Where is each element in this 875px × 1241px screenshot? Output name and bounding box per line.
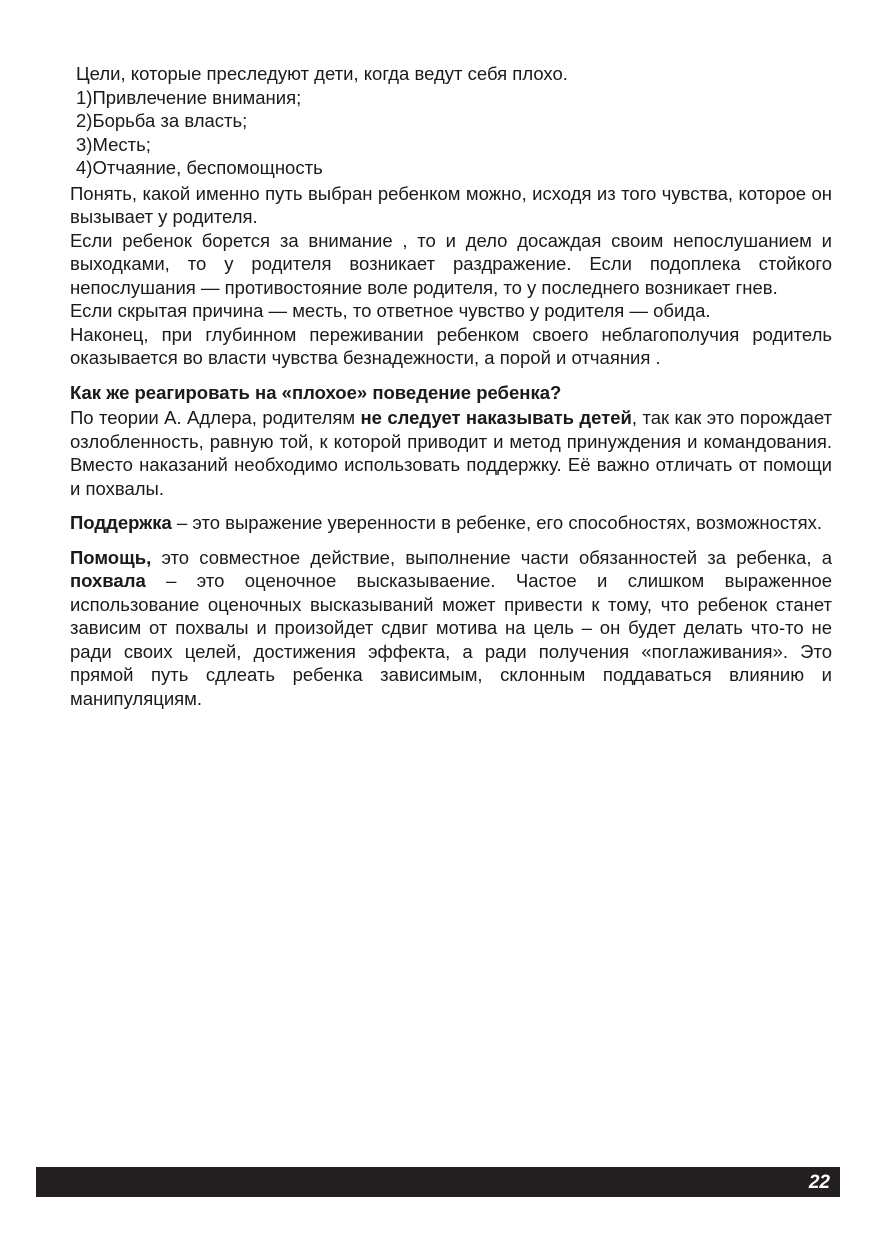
footer-bar — [36, 1167, 840, 1197]
goal-item-revenge: 3)Месть; — [76, 133, 151, 155]
paragraph-revenge: Если скрытая причина — месть, то ответное чувство у родителя — обида. — [70, 300, 711, 321]
section-heading: Как же реагировать на «плохое» поведение ребенка? — [70, 381, 562, 403]
paragraph-adler — [70, 406, 832, 500]
adler-text-start: По теории А. Адлера, родителям — [70, 407, 361, 428]
page-number: 22 — [808, 1172, 830, 1193]
paragraph-feeling: Понять, какой именно путь выбран ребенком можно, исходя из того чувства, которое он вызывает у родителя. — [70, 182, 832, 227]
support-definition: – это выражение уверенности в ребенке, его способностях, возможностях. — [171, 512, 822, 533]
adler-emphasis: не следует наказывать детей — [360, 407, 632, 428]
support-term: Поддержка — [70, 512, 172, 533]
paragraph-help — [70, 546, 832, 711]
adler-text-end: , так как это порождает озлобленность, равную той, к которой приводит и метод принуждения и командования. Вместо наказаний необходимо использовать поддержку. Её важно отличать от помощи и похвалы. — [70, 407, 832, 499]
paragraph-despair: Наконец, при глубинном переживании ребенком своего неблагополучия родитель оказывается во власти чувства безнадежности, а порой и отчаяния . — [70, 323, 832, 368]
praise-term: похвала — [70, 570, 146, 591]
paragraph-attention: Если ребенок борется за внимание , то и дело досаждая своим непослушанием и выходками, то у родителя возникает раздражение. Если подоплека стойкого непослушания — противостояние воле родителя, то у последнего возникает гнев. — [70, 229, 832, 298]
goal-item-despair: 4)Отчаяние, беспомощность — [76, 157, 323, 178]
goals-intro: Цели, которые преследуют дети, когда ведут себя плохо. — [76, 63, 568, 84]
help-term: Помощь, — [70, 546, 152, 568]
help-definition: это совместное действие, выполнение части обязанностей за ребенка, а — [151, 546, 832, 568]
praise-definition: – это оценочное высказываение. Частое и слишком выраженное использование оценочных высказываний может привести к тому, что ребенок станет зависим от похвалы и произойдет сдвиг мотива на цель – он будет делать что-то не ради своих целей, достижения эффекта, а ради получения «поглаживания». Это прямой путь сдлеать ребенка зависимым, склонным поддаваться влиянию и манипуляциям. — [70, 570, 832, 709]
goal-item-attention: 1)Привлечение внимания; — [76, 86, 302, 108]
goals-list — [76, 86, 832, 180]
goal-item-power: 2)Борьба за власть; — [76, 110, 248, 131]
page-content — [70, 62, 832, 710]
paragraph-support — [70, 511, 832, 535]
goals-block — [70, 62, 832, 180]
